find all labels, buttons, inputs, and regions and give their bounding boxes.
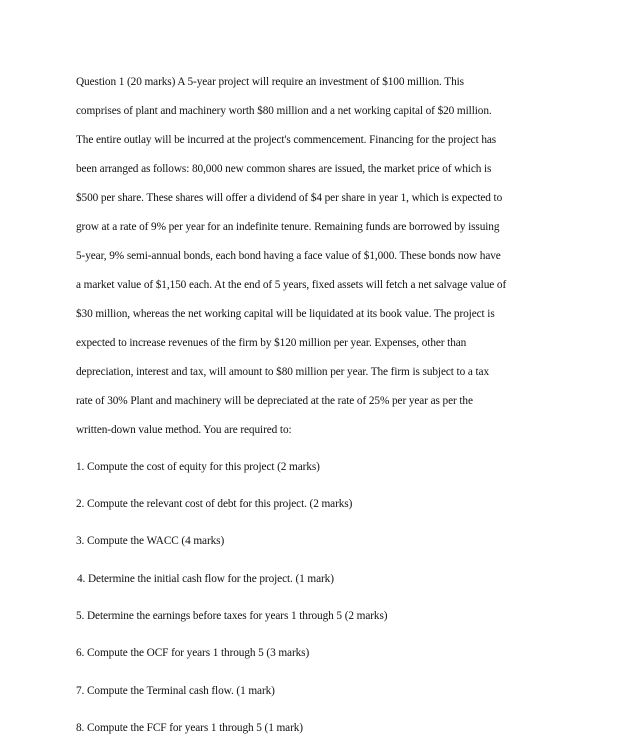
question-line: rate of 30% Plant and machinery will be depreciated at the rate of 25% per year as per the [76, 395, 473, 407]
question-line: grow at a rate of 9% per year for an indefinite tenure. Remaining funds are borrowed by issuing [76, 221, 500, 233]
list-item: 2. Compute the relevant cost of debt for this project. (2 marks) [76, 498, 353, 510]
question-line: The entire outlay will be incurred at the project's commencement. Financing for the project has [76, 134, 497, 146]
list-item: 7. Compute the Terminal cash flow. (1 mark) [76, 685, 275, 697]
question-line: $30 million, whereas the net working capital will be liquidated at its book value. The project is [76, 308, 495, 320]
list-item: 5. Determine the earnings before taxes for years 1 through 5 (2 marks) [76, 610, 388, 622]
list-item: 4. Determine the initial cash flow for the project. (1 mark) [77, 573, 334, 585]
question-line: been arranged as follows: 80,000 new common shares are issued, the market price of which is [76, 163, 492, 175]
list-item: 8. Compute the FCF for years 1 through 5 (1 mark) [76, 722, 303, 734]
question-line: comprises of plant and machinery worth $80 million and a net working capital of $20 million. [76, 105, 492, 117]
list-item: 1. Compute the cost of equity for this project (2 marks) [76, 461, 320, 473]
question-line: depreciation, interest and tax, will amount to $80 million per year. The firm is subject to a tax [76, 366, 489, 378]
question-line: Question 1 (20 marks) A 5-year project will require an investment of $100 million. This [76, 76, 464, 88]
list-item: 3. Compute the WACC (4 marks) [76, 535, 225, 547]
question-line: a market value of $1,150 each. At the end of 5 years, fixed assets will fetch a net salvage value of [76, 279, 507, 291]
question-line: 5-year, 9% semi-annual bonds, each bond having a face value of $1,000. These bonds now have [76, 250, 501, 262]
question-line: written-down value method. You are required to: [76, 424, 292, 436]
question-line: expected to increase revenues of the firm by $120 million per year. Expenses, other than [76, 337, 467, 349]
list-item: 6. Compute the OCF for years 1 through 5 (3 marks) [76, 647, 310, 659]
question-line: $500 per share. These shares will offer a dividend of $4 per share in year 1, which is expected to [76, 192, 503, 204]
